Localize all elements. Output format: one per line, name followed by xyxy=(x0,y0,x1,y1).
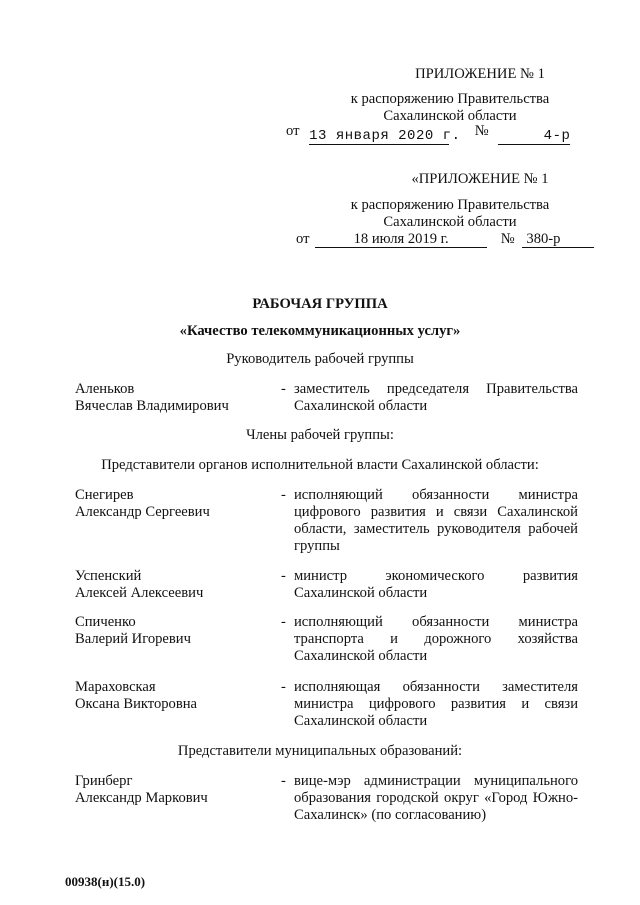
order-ref-line2: Сахалинской области xyxy=(383,108,517,124)
annex-order-ref xyxy=(300,91,600,125)
number-label-original: № xyxy=(500,231,515,247)
surname: Спиченко xyxy=(75,614,136,630)
order-number: 4-р xyxy=(498,128,570,145)
person-name xyxy=(75,487,275,521)
number-label: № xyxy=(474,123,489,139)
given-names: Вячеслав Владимирович xyxy=(75,398,229,414)
annex-title-original: «ПРИЛОЖЕНИЕ № 1 xyxy=(411,171,549,187)
dash: - xyxy=(281,381,286,397)
person-name xyxy=(75,568,275,602)
document-title: РАБОЧАЯ ГРУППА xyxy=(252,296,388,312)
person-role: исполняющий обязанности министра цифрового развития и связи Сахалинской области, заместитель руководителя рабочей группы xyxy=(294,487,578,554)
given-names: Александр Маркович xyxy=(75,790,208,806)
from-label-original: от xyxy=(296,231,310,247)
person-name xyxy=(75,614,275,648)
document-subtitle: «Качество телекоммуникационных услуг» xyxy=(179,323,461,339)
person-role: исполняющий обязанности министра транспорта и дорожного хозяйства Сахалинской области xyxy=(294,614,578,664)
from-label: от xyxy=(286,123,300,139)
person-role: заместитель председателя Правительства Сахалинской области xyxy=(294,381,578,414)
order-ref-line1: к распоряжению Правительства xyxy=(350,91,550,107)
order-date-line xyxy=(286,123,586,145)
order-ref-original-line2: Сахалинской области xyxy=(383,214,517,230)
order-date-line-original xyxy=(296,231,596,248)
given-names: Алексей Алексеевич xyxy=(75,585,204,601)
surname: Аленьков xyxy=(75,381,135,397)
dash: - xyxy=(281,773,286,789)
surname: Гринберг xyxy=(75,773,133,789)
annex-header-current xyxy=(300,66,600,83)
order-date: 13 января 2020 г. xyxy=(309,128,461,144)
dash: - xyxy=(281,487,286,503)
annex-title: ПРИЛОЖЕНИЕ № 1 xyxy=(415,66,545,82)
order-ref-original-line1: к распоряжению Правительства xyxy=(350,197,550,213)
annex-header-original xyxy=(300,171,600,188)
leader-heading: Руководитель рабочей группы xyxy=(226,351,414,367)
order-number-original: 380-р xyxy=(522,231,594,248)
surname: Мараховская xyxy=(75,679,156,695)
section-executive: Представители органов исполнительной власти Сахалинской области: xyxy=(101,457,539,473)
surname: Снегирев xyxy=(75,487,134,503)
person-role: исполняющая обязанности заместителя министра цифрового развития и связи Сахалинской области xyxy=(294,679,578,729)
person-name xyxy=(75,381,275,415)
document-code: 00938(н)(15.0) xyxy=(65,874,146,889)
person-role: министр экономического развития Сахалинской области xyxy=(294,568,578,601)
dash: - xyxy=(281,568,286,584)
given-names: Оксана Викторовна xyxy=(75,696,198,712)
given-names: Александр Сергеевич xyxy=(75,504,210,520)
members-heading: Члены рабочей группы: xyxy=(246,427,394,443)
order-date-original: 18 июля 2019 г. xyxy=(315,231,487,248)
person-role: вице-мэр администрации муниципального образования городской округ «Город Южно-Сахалинск» (по согласованию) xyxy=(294,773,578,823)
dash: - xyxy=(281,614,286,630)
section-municipal: Представители муниципальных образований: xyxy=(177,743,463,759)
surname: Успенский xyxy=(75,568,142,584)
person-name xyxy=(75,773,275,807)
person-name xyxy=(75,679,275,713)
dash: - xyxy=(281,679,286,695)
annex-order-ref-original xyxy=(300,197,600,231)
given-names: Валерий Игоревич xyxy=(75,631,191,647)
